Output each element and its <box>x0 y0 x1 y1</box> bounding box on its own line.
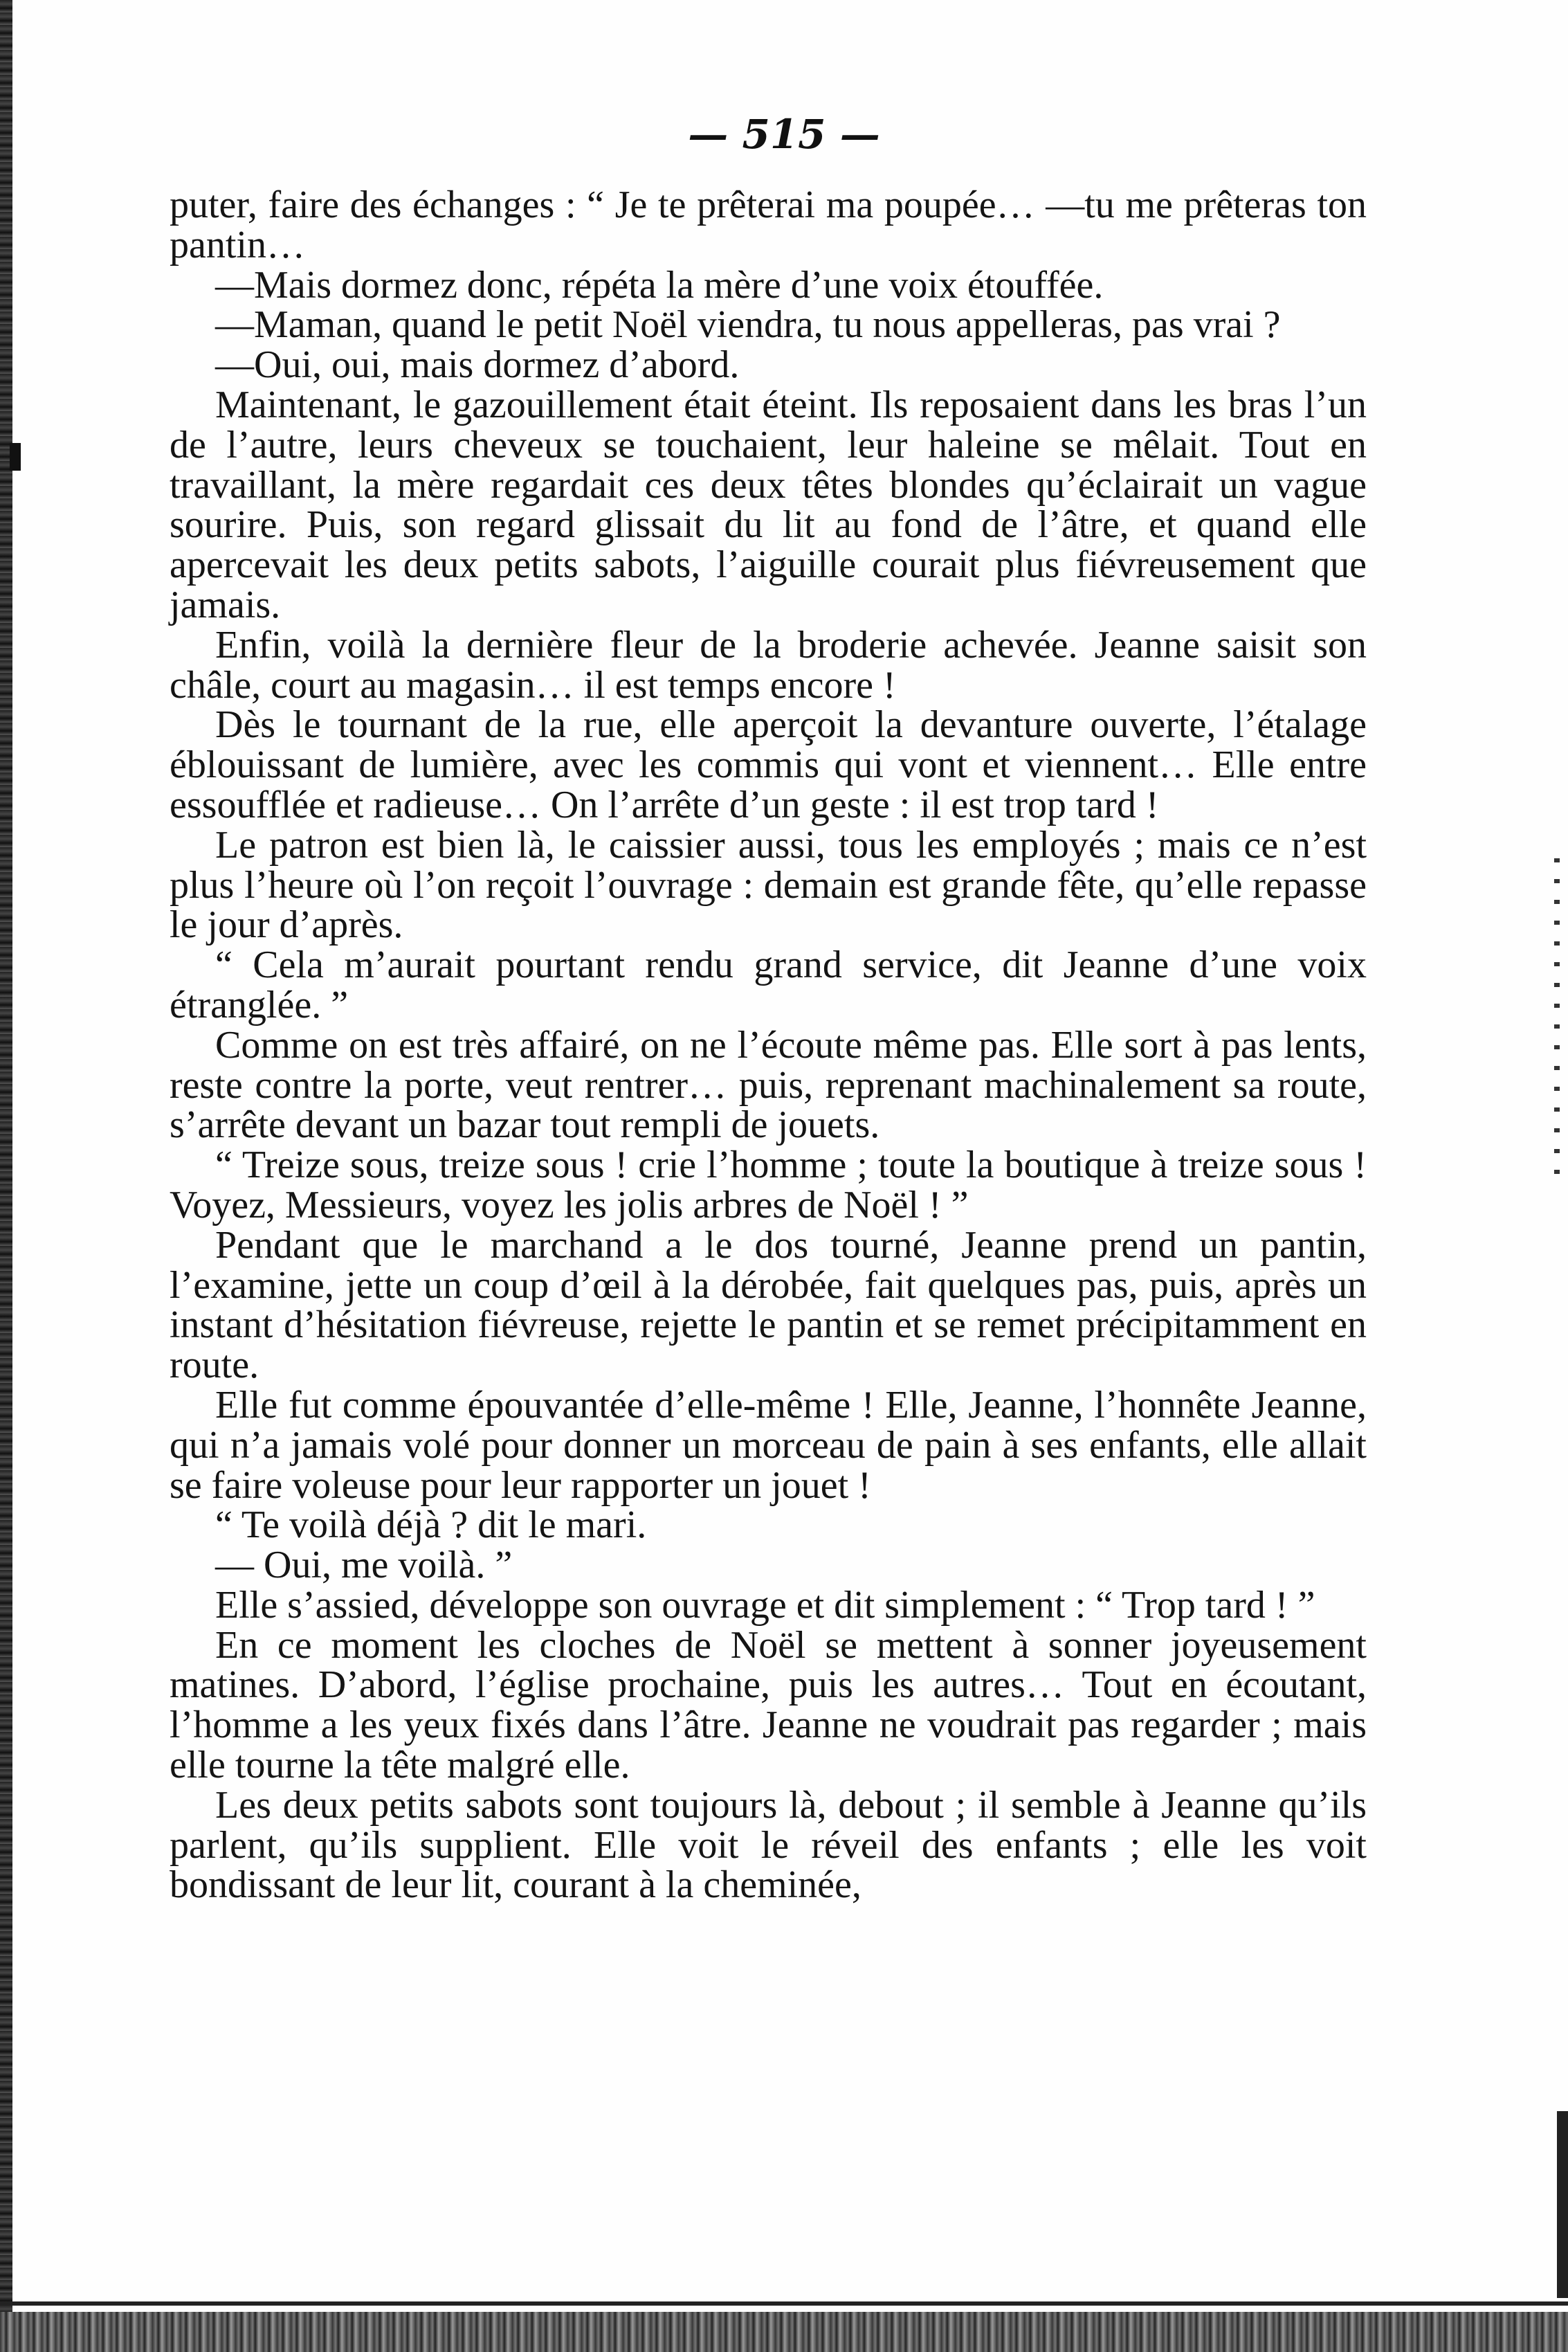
paragraph: — Oui, me voilà. ” <box>215 1544 513 1587</box>
paragraph: Le patron est bien là, le caissier aussi, tous les employés ; mais ce n’est plus l’heure où l’on reçoit l’ouvrage : demain est grande fête, qu’elle repasse le jour d’après. <box>170 823 1367 947</box>
paragraph: puter, faire des échanges : “ Je te prêterai ma poupée… —tu me prêteras ton pantin… <box>170 183 1367 266</box>
right-scan-corner <box>1557 2111 1568 2298</box>
paragraph: Elle s’assied, développe son ouvrage et dit simplement : “ Trop tard ! ” <box>215 1583 1315 1627</box>
page-number: — 515 — <box>688 111 880 158</box>
body-text <box>170 183 1367 1907</box>
paragraph: Maintenant, le gazouillement était éteint. Ils reposaient dans les bras l’un de l’autre, leurs cheveux se touchaient, leur haleine se mêlait. Tout en travaillant, la mère regardait ces deux têtes blondes qu’éclairait un vague sourire. Puis, son regard glissait du lit au fond de l’âtre, et quand elle apercevait les deux petits sabots, l’aiguille courait plus fiévreusement que jamais. <box>170 383 1367 626</box>
paragraph: “ Te voilà déjà ? dit le mari. <box>215 1503 647 1547</box>
paragraph: “ Treize sous, treize sous ! crie l’homme ; toute la boutique à treize sous ! Voyez, Messieurs, voyez les jolis arbres de Noël ! ” <box>170 1143 1367 1227</box>
bottom-scan-edge <box>0 2312 1568 2352</box>
paragraph: Elle fut comme épouvantée d’elle-même ! Elle, Jeanne, l’honnête Jeanne, qui n’a jamais volé pour donner un morceau de pain à ses enfants, elle allait se faire voleuse pour leur rapporter un jouet ! <box>170 1383 1367 1507</box>
paragraph: Enfin, voilà la dernière fleur de la broderie achevée. Jeanne saisit son châle, court au magasin… il est temps encore ! <box>170 623 1367 707</box>
paragraph: Comme on est très affairé, on ne l’écoute même pas. Elle sort à pas lents, reste contre la porte, veut rentrer… puis, reprenant machinalement sa route, s’arrête devant un bazar tout rempli de jouets. <box>170 1023 1367 1147</box>
left-scan-edge <box>0 0 12 2352</box>
paragraph: —Oui, oui, mais dormez d’abord. <box>215 343 740 387</box>
paragraph: “ Cela m’aurait pourtant rendu grand service, dit Jeanne d’une voix étranglée. ” <box>170 943 1367 1026</box>
paragraph: Dès le tournant de la rue, elle aperçoit la devanture ouverte, l’étalage éblouissant de lumière, avec les commis qui vont et viennent… Elle entre essoufflée et radieuse… On l’arrête d’un geste : il est trop tard ! <box>170 703 1367 826</box>
left-scan-mark <box>10 443 21 471</box>
paragraph: En ce moment les cloches de Noël se mettent à sonner joyeusement matines. D’abord, l’église prochaine, puis les autres… Tout en écoutant, l’homme a les yeux fixés dans l’âtre. Jeanne ne voudrait pas regarder ; mais elle tourne la tête malgré elle. <box>170 1623 1367 1787</box>
paragraph: —Maman, quand le petit Noël viendra, tu nous appelleras, pas vrai ? <box>215 303 1281 347</box>
paragraph: Les deux petits sabots sont toujours là, debout ; il semble à Jeanne qu’ils parlent, qu’ils supplient. Elle voit le réveil des enfants ; elle les voit bondissant de leur lit, courant à la cheminée, <box>170 1783 1367 1907</box>
right-scan-specks <box>1554 858 1560 1191</box>
paragraph: —Mais dormez donc, répéta la mère d’une voix étouffée. <box>215 263 1104 307</box>
paragraph: Pendant que le marchand a le dos tourné, Jeanne prend un pantin, l’examine, jette un coup d’œil à la dérobée, fait quelques pas, puis, après un instant d’hésitation fiévreuse, rejette le pantin et se remet précipitamment en route. <box>170 1223 1367 1387</box>
bottom-rule <box>0 2301 1568 2306</box>
